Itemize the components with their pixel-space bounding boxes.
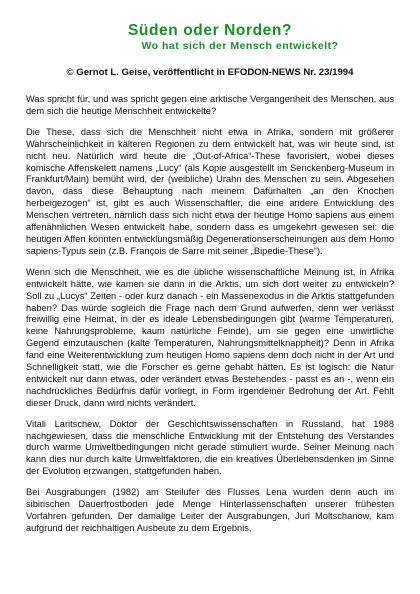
paragraph-excavations: Bei Ausgrabungen (1982) am Steilufer des Flusses Lena wurden denn auch im sibirischen Dauerfrostboden jede Menge Hinterlassenschaften unserer frühesten Vorfahren gefunden. Der damalige Leiter der Ausgrabungen, Juri Moltschanow, kam aufgrund der reichhaltigen Ausbeute zu dem Ergebnis,	[26, 487, 394, 533]
paragraph-laritschew: Vitali Laritschew, Doktor der Geschichtswissenschaften in Russland, hat 1988 nachgewiesen, dass die menschliche Entwicklung mit der Entstehung des Verstandes durch warme Umweltbedingungen nicht gerade stimuliert wurde. Seiner Meinung nach kann dies nur durch kalte Umweltfaktoren, die ein kreatives Überlebensdenken im Sinne der Evolution erzwangen, stattgefunden haben.	[26, 418, 394, 477]
article-subtitle: Wo hat sich der Mensch entwickelt?	[141, 40, 339, 52]
paragraph-africa-question: Wenn sich die Menschheit, wie es die übliche wissenschaftliche Meinung ist, in Afrika entwickelt hätte, wie kamen sie dann in die Arktis, um sich dort weiter zu entwickeln? Soll zu „Lucys“ Zeiten - oder kurz danach - ein Massenexodus in die Arktis stattgefunden haben? Das würde sogleich die Frage nach dem Grund aufwerfen, denn wer verlässt freiwillig eine Heimat, in der es ideale Lebensbedingungen gibt (warme Temperaturen, keine Nahrungsprobleme, kaum natürliche Feinde), um sie gegen eine unwirtliche Gegend einzutauschen (kalte Temperaturen, Nahrungsmittelknappheit)? Denn in Afrika fand eine Weiterentwicklung zum heutigen Homo sapiens denn doch nicht in der Art und Schnelligkeit statt, wie die Forscher es gerne gehabt hätten. Es ist logisch: die Natur entwickelt nur dann etwas, oder verändert etwas Bestehendes - passt es an -, wenn ein nachdrückliches Bedürfnis dafür vorliegt, in Form irgendeiner Bedrohung der Art. Fehlt dieser Druck, dann wird nichts verändert.	[26, 266, 394, 408]
article-body	[26, 94, 394, 535]
paragraph-thesis: Die These, dass sich die Menschheit nicht etwa in Afrika, sondern mit größerer Wahrscheinlichkeit in kälteren Regionen zu dem entwickelt hat, was wir heute sind, ist nicht neu. Natürlich wird heute die „Out-of-Africa“-These favorisiert, wobei dieses komische Affenskelett namens „Lucy“ (als Kopie ausgestellt im Senckenberg-Museum in Frankfurt/Main) bemüht wird, der (weibliche) Urahn des Menschen zu sein. Abgesehen davon, dass diese Behauptung nach meinem Dafürhalten „an den Knochen herbeigezogen“ ist, gibt es auch Wissenschaftler, die eine andere Entwicklung des Menschen vertreten, nämlich dass sich nicht etwa der heutige Homo sapiens aus einem affenähnlichen Wesen entwickelt habe, sondern dass es umgekehrt gewesen sei: die heutigen Affen könnten entwicklungsmäßig Degenerationserscheinungen aus dem Homo sapiens-Typus sein (z.B. François de Sarre mit seiner „Bipedie-These“).	[26, 126, 394, 256]
copyright-byline: © Gernot L. Geise, veröffentlicht in EFODON-NEWS Nr. 23/1994	[66, 67, 354, 78]
paragraph-intro-question: Was spricht für, und was spricht gegen eine arktische Vergangenheit des Menschen, aus dem sich die heutige Menschheit entwickelte?	[26, 94, 394, 116]
article-title: Süden oder Norden?	[127, 22, 293, 39]
